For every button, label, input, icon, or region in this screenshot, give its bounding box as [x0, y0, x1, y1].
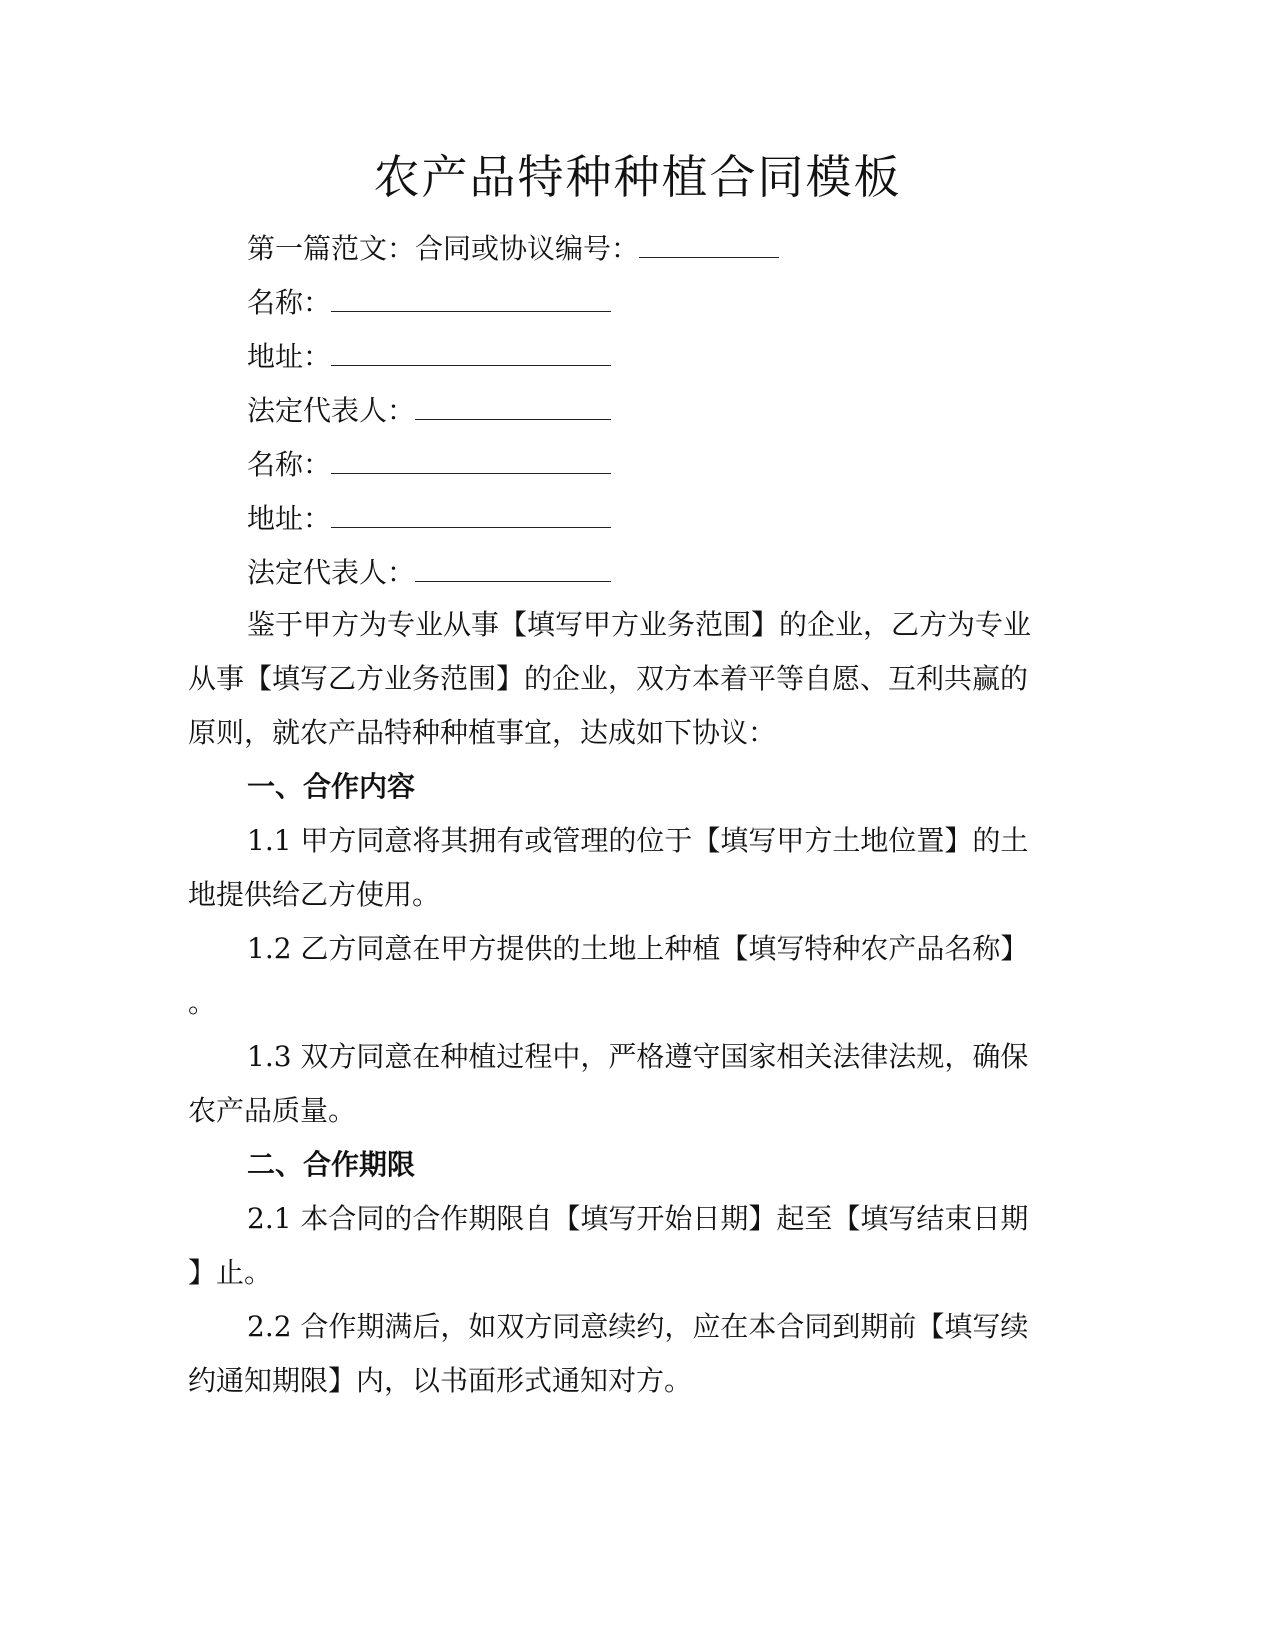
clause-text: 】止。	[188, 1256, 273, 1289]
clause-line	[188, 1363, 692, 1399]
intro-line	[247, 607, 1032, 643]
clause-line	[247, 823, 1027, 859]
party-b-name-field	[247, 445, 611, 483]
clause-line	[247, 1309, 1027, 1345]
party-b-representative-field	[247, 553, 611, 591]
clause-text: 1.2 乙方同意在甲方提供的土地上种植【填写特种农产品名称】	[247, 932, 1029, 965]
intro-line	[188, 661, 1027, 697]
clause-line	[247, 1039, 1027, 1075]
blank-line[interactable]	[331, 499, 611, 528]
blank-line[interactable]	[331, 445, 611, 474]
clause-text: 农产品质量。	[188, 1094, 357, 1127]
clause-text: 约通知期限】内，以书面形式通知对方。	[188, 1364, 693, 1397]
contract-number-field	[247, 229, 779, 267]
clause-line	[188, 1255, 272, 1291]
intro-text: 原则，就农产品特种种植事宜，达成如下协议：	[188, 716, 777, 749]
party-a-representative-field	[247, 391, 611, 429]
field-label: 法定代表人：	[247, 556, 416, 589]
field-label: 法定代表人：	[247, 394, 416, 427]
clause-line	[247, 931, 1029, 967]
clause-text: 2.2 合作期满后，如双方同意续约，应在本合同到期前【填写续	[247, 1310, 1029, 1343]
field-label: 第一篇范文：合同或协议编号：	[247, 232, 640, 265]
blank-line[interactable]	[415, 553, 611, 582]
field-label: 名称：	[247, 448, 332, 481]
party-a-address-field	[247, 337, 611, 375]
clause-line	[188, 1093, 356, 1129]
clause-text: 1.3 双方同意在种植过程中，严格遵守国家相关法律法规，确保	[247, 1040, 1029, 1073]
clause-line	[188, 985, 216, 1021]
intro-line	[188, 715, 776, 751]
section-heading: 二、合作期限	[247, 1148, 416, 1181]
party-a-name-field	[247, 283, 611, 321]
clause-text: 1.1 甲方同意将其拥有或管理的位于【填写甲方土地位置】的土	[247, 824, 1029, 857]
clause-text: 。	[188, 986, 217, 1019]
clause-line	[247, 1201, 1027, 1237]
field-label: 地址：	[247, 340, 332, 373]
clause-text: 地提供给乙方使用。	[188, 878, 441, 911]
clause-text: 2.1 本合同的合作期限自【填写开始日期】起至【填写结束日期	[247, 1202, 1029, 1235]
blank-line[interactable]	[639, 229, 779, 258]
intro-text: 从事【填写乙方业务范围】的企业，双方本着平等自愿、互利共赢的	[188, 662, 1029, 695]
party-b-address-field	[247, 499, 611, 537]
clause-line	[188, 877, 440, 913]
field-label: 名称：	[247, 286, 332, 319]
blank-line[interactable]	[415, 391, 611, 420]
field-label: 地址：	[247, 502, 332, 535]
section-heading: 一、合作内容	[247, 770, 416, 803]
document-title: 农产品特种种植合同模板	[373, 150, 902, 204]
blank-line[interactable]	[331, 283, 611, 312]
intro-text: 鉴于甲方为专业从事【填写甲方业务范围】的企业，乙方为专业	[247, 608, 1032, 641]
blank-line[interactable]	[331, 337, 611, 366]
